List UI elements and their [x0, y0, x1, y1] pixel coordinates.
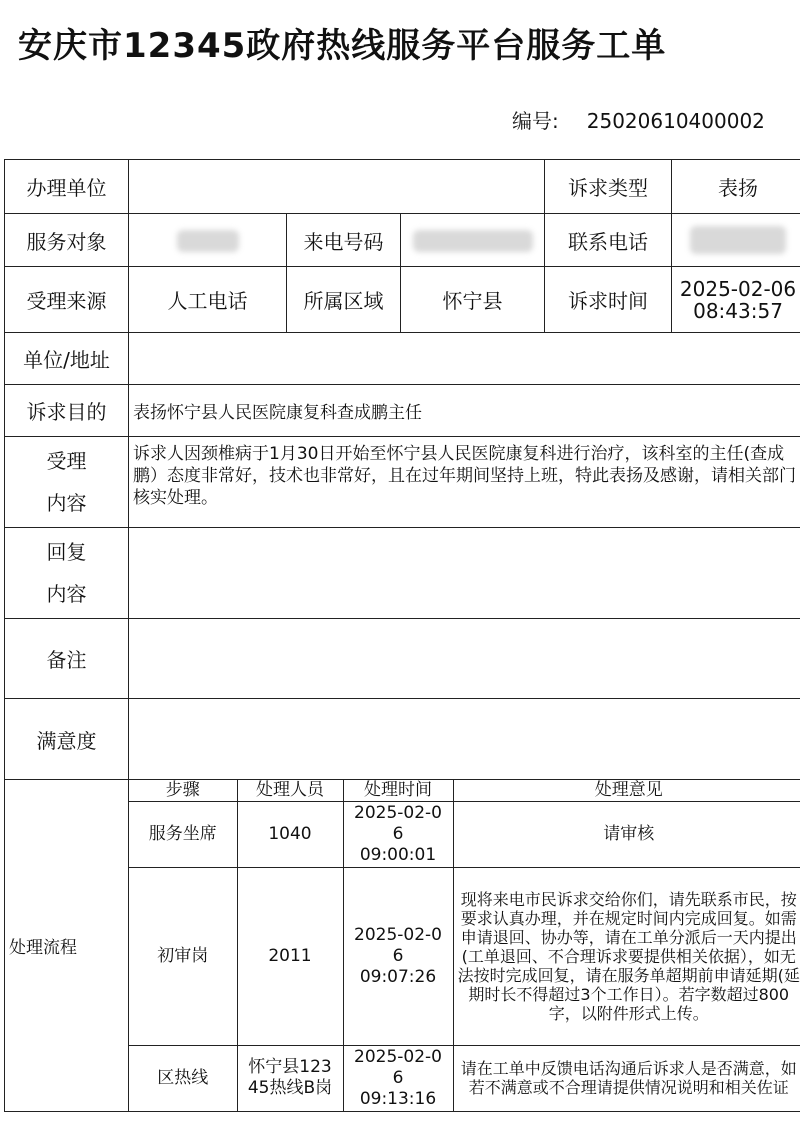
label-accept-content [5, 437, 129, 528]
row-unit [5, 160, 800, 214]
value-purpose: 表扬怀宁县人民医院康复科查成鹏主任 [129, 385, 800, 437]
time-line: 6 [392, 824, 404, 844]
label-unit-address: 单位/地址 [5, 333, 129, 385]
value-contact-phone-redacted [672, 214, 800, 267]
label-accept-line1: 受理 [46, 449, 87, 473]
ticket-number [512, 105, 765, 134]
label-process: 处理流程 [5, 780, 129, 1112]
value-unit [129, 160, 545, 214]
step-cell: 服务坐席 [129, 802, 237, 868]
person-cell [237, 1046, 343, 1111]
label-unit: 办理单位 [5, 160, 129, 214]
time-line: 09:07:26 [359, 967, 437, 987]
label-caller-phone: 来电号码 [287, 214, 401, 267]
value-unit-address [129, 333, 800, 385]
label-client: 服务对象 [5, 214, 129, 267]
opinion-cell: 请在工单中反馈电话沟通后诉求人是否满意，如若不满意或不合理请提供情况说明和相关佐证 [453, 1046, 800, 1111]
label-reply-line2: 内容 [46, 582, 87, 606]
process-row [129, 1046, 800, 1111]
appeal-date: 2025-02-06 [679, 276, 797, 301]
row-purpose [5, 385, 800, 437]
process-table-cell [129, 780, 800, 1112]
value-source: 人工电话 [129, 267, 287, 333]
value-region: 怀宁县 [401, 267, 545, 333]
value-satisfaction [129, 699, 800, 780]
header-time: 处理时间 [343, 780, 453, 802]
label-satisfaction: 满意度 [5, 699, 129, 780]
value-reply-content [129, 528, 800, 619]
page-title: 安庆市12345政府热线服务平台服务工单 [18, 26, 667, 66]
label-reply-line1: 回复 [46, 540, 87, 564]
redacted-block [413, 230, 533, 252]
label-remarks: 备注 [5, 619, 129, 699]
label-appeal-time: 诉求时间 [545, 267, 672, 333]
time-line: 6 [392, 1067, 404, 1088]
label-source: 受理来源 [5, 267, 129, 333]
process-table [129, 780, 800, 1111]
time-line: 2025-02-0 [354, 1046, 442, 1067]
header-step: 步骤 [129, 780, 237, 802]
person-cell: 2011 [237, 868, 343, 1046]
process-row [129, 868, 800, 1046]
process-header-row [129, 780, 800, 802]
person-line: 怀宁县123 [248, 1057, 332, 1078]
value-remarks [129, 619, 800, 699]
process-row [129, 802, 800, 868]
row-satisfaction [5, 699, 800, 780]
label-appeal-type: 诉求类型 [545, 160, 672, 214]
row-process [5, 780, 800, 1112]
step-cell: 初审岗 [129, 868, 237, 1046]
opinion-cell: 请审核 [453, 802, 800, 868]
ticket-number-label: 编号: [512, 109, 559, 133]
header-person: 处理人员 [237, 780, 343, 802]
work-order-table [4, 159, 800, 1112]
row-reply-content [5, 528, 800, 619]
time-line: 6 [392, 946, 404, 966]
time-cell [343, 802, 453, 868]
row-accept-content [5, 437, 800, 528]
redacted-block [177, 230, 239, 252]
accept-content-text: 诉求人因颈椎病于1月30日开始至怀宁县人民医院康复科进行治疗，该科室的主任(查成鹏）态度非常好，技术也非常好，且在过年期间坚持上班，特此表扬及感谢，请相关部门核实处理。 [133, 444, 796, 508]
time-cell [343, 1046, 453, 1111]
ticket-number-value: 25020610400002 [586, 109, 765, 133]
person-cell: 1040 [237, 802, 343, 868]
appeal-clock: 08:43:57 [693, 298, 783, 323]
value-appeal-time [672, 267, 800, 333]
label-region: 所属区域 [287, 267, 401, 333]
time-line: 09:13:16 [359, 1088, 437, 1109]
label-contact-phone: 联系电话 [545, 214, 672, 267]
time-line: 2025-02-0 [354, 925, 442, 945]
label-reply-content [5, 528, 129, 619]
row-unit-address [5, 333, 800, 385]
time-line: 09:00:01 [359, 845, 437, 865]
redacted-block [690, 226, 786, 254]
row-remarks [5, 619, 800, 699]
value-accept-content [129, 437, 800, 528]
person-line: 45热线B岗 [247, 1078, 333, 1099]
row-client [5, 214, 800, 267]
row-source [5, 267, 800, 333]
opinion-cell: 现将来电市民诉求交给你们，请先联系市民，按要求认真办理，并在规定时间内完成回复。如需申请退回、协办等，请在工单分派后一天内提出(工单退回、不合理诉求要提供相关依据），如无法按时完成回复，请在服务单超期前申请延期(延期时长不得超过3个工作日）。若字数超过800字，以附件形式上传。 [453, 868, 800, 1046]
time-cell [343, 868, 453, 1046]
value-client-redacted [129, 214, 287, 267]
label-purpose: 诉求目的 [5, 385, 129, 437]
value-appeal-type: 表扬 [672, 160, 800, 214]
time-line: 2025-02-0 [354, 803, 442, 823]
label-accept-line2: 内容 [46, 491, 87, 515]
value-caller-phone-redacted [401, 214, 545, 267]
step-cell: 区热线 [129, 1046, 237, 1111]
header-opinion: 处理意见 [453, 780, 800, 802]
